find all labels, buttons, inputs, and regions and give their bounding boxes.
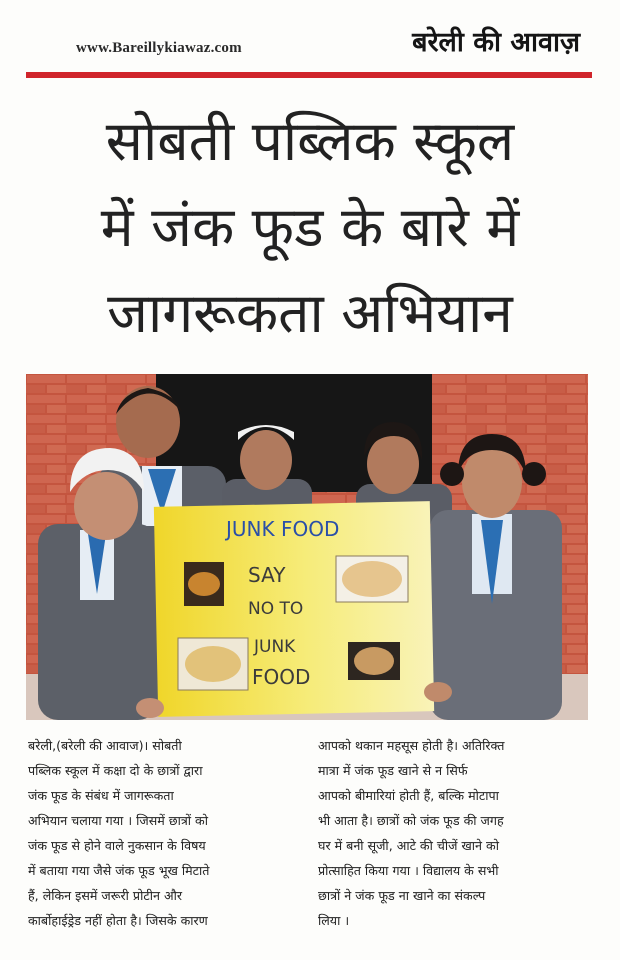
student-girl-front-right [430,434,562,720]
junk-food-poster [154,501,434,717]
poster-title: JUNK FOOD [226,517,340,541]
text-line: पब्लिक स्कूल में कक्षा दो के छात्रों द्वारा [28,763,203,778]
text-line: बरेली,(बरेली की आवाज)। सोबती [28,738,182,753]
poster-slogan-line-3: JUNK [254,637,296,657]
article-body-right [318,733,590,933]
students-with-poster-illustration [26,374,588,720]
headline-line-3: जागरूकता अभियान [107,281,513,345]
text-line: कार्बोहाईड्रेड नहीं होता है। जिसके कारण [28,913,208,928]
poster-slogan-line-4: FOOD [252,665,311,689]
masthead-divider [26,72,592,78]
publication-name: बरेली की आवाज़ [412,27,580,58]
text-line: हैं, लेकिन इसमें जरूरी प्रोटीन और [28,888,182,903]
article-body-left [28,733,303,933]
text-line: में बताया गया जैसे जंक फूड भूख मिटाते [28,863,210,878]
text-line: आपको बीमारियां होती हैं, बल्कि मोटापा [318,788,499,803]
text-line: घर में बनी सूजी, आटे की चीजें खाने को [318,838,499,853]
text-line: छात्रों ने जंक फूड ना खाने का संकल्प [318,888,486,903]
text-line: जंक फूड के संबंध में जागरूकता [28,788,174,803]
website-url: www.Bareillykiawaz.com [76,40,242,56]
text-line: जंक फूड से होने वाले नुकसान के विषय [28,838,206,853]
poster-slogan-line-2: NO TO [248,599,304,619]
text-line: भी आता है। छात्रों को जंक फूड की जगह [318,813,504,828]
news-photo [26,374,588,720]
headline [20,98,600,356]
text-line: आपको थकान महसूस होती है। अतिरिक्त [318,738,505,753]
text-line: लिया । [318,913,350,928]
poster-slogan-line-1: SAY [248,563,286,587]
text-line: प्रोत्साहित किया गया । विद्यालय के सभी [318,863,499,878]
headline-line-2: में जंक फूड के बारे में [100,195,520,259]
text-line: अभियान चलाया गया । जिसमें छात्रों को [28,813,208,828]
headline-line-1: सोबती पब्लिक स्कूल [105,109,515,173]
text-line: मात्रा में जंक फूड खाने से न सिर्फ [318,763,468,778]
